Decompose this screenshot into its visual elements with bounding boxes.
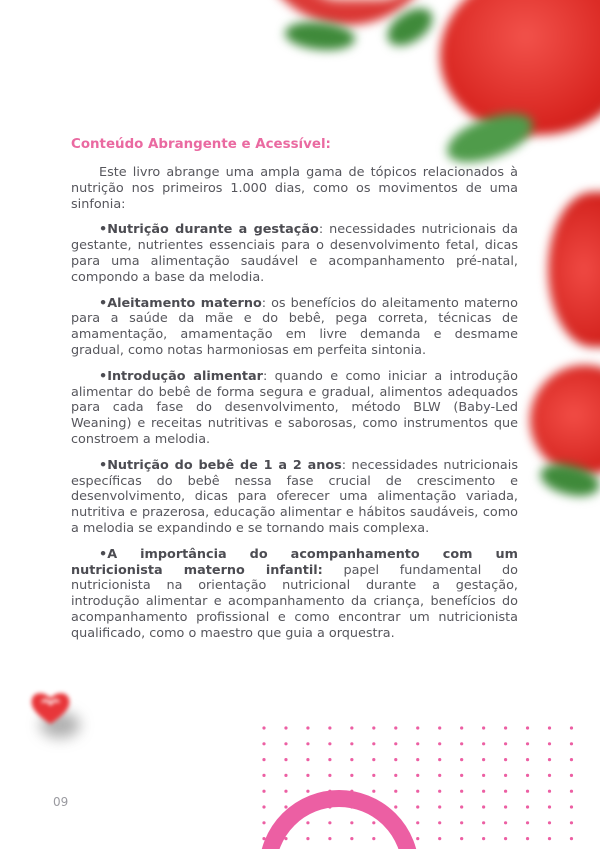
topic-paragraph [71,547,518,642]
dot [482,821,485,824]
dot [438,758,441,761]
dot [438,837,441,840]
dot [482,805,485,808]
dot [416,805,419,808]
dot [416,790,419,793]
topic-title [99,458,342,473]
dot [548,805,551,808]
dot [416,758,419,761]
dot [394,726,397,729]
dot [504,758,507,761]
topic-text: : os benefícios do aleitamento materno para a saúde da mãe e do bebê, pega correta, técnicas de amamentação, amamentação em livre demanda e desmame gradual, como notas harmoniosas em perfeita sintonia. [71,295,519,358]
dot [328,758,331,761]
dot [504,790,507,793]
body-text [71,165,518,652]
dot [306,726,309,729]
dot [306,742,309,745]
topic-paragraph [71,296,518,359]
dot [284,758,287,761]
dot [372,774,375,777]
dot [570,742,573,745]
dot [394,790,397,793]
dot [328,726,331,729]
dot [548,837,551,840]
strawberry-image-right-lower [530,365,600,475]
topic-title-text: Aleitamento materno [107,295,262,311]
dot [482,774,485,777]
dot [482,837,485,840]
dot [372,758,375,761]
dot [350,774,353,777]
dot [416,821,419,824]
dot [284,790,287,793]
topic-title-text: Introdução alimentar [107,368,263,384]
dot [526,758,529,761]
dot [570,821,573,824]
dot [570,837,573,840]
dot [548,742,551,745]
dot [372,742,375,745]
dot [284,726,287,729]
dot [460,774,463,777]
dot [570,790,573,793]
dot [570,774,573,777]
dot [306,790,309,793]
dot [526,742,529,745]
dot [284,742,287,745]
dot [262,805,265,808]
topic-title [99,369,263,384]
dot [350,726,353,729]
dot [504,837,507,840]
dot [504,821,507,824]
dot [548,758,551,761]
dot [504,742,507,745]
dot [416,837,419,840]
strawberry-image-right [548,192,600,347]
dot [570,726,573,729]
dot [284,774,287,777]
dot [526,790,529,793]
topic-text: : quando e como iniciar a introdução alimentar do bebê de forma segura e gradual, alimentos adequados para cada fase do desenvolvimento, método BLW (Baby-Led Weaning) e receitas nutritivas e saborosas, como instrumentos que constroem a melodia. [71,368,518,447]
dot [438,805,441,808]
dot [262,821,265,824]
dot [416,726,419,729]
dot [372,790,375,793]
dot [482,790,485,793]
dot [526,837,529,840]
dot [262,742,265,745]
dot [548,774,551,777]
bullet: • [99,546,108,562]
dot [416,742,419,745]
dot [438,774,441,777]
bullet: • [99,368,108,384]
topic-paragraph [71,369,518,448]
section-heading: Conteúdo Abrangente e Acessível: [71,137,331,152]
dot [328,742,331,745]
dot [394,774,397,777]
dot [262,774,265,777]
dot [460,742,463,745]
dot [526,805,529,808]
dot [482,742,485,745]
dot [438,742,441,745]
dot [438,790,441,793]
dot [372,726,375,729]
topic-text: : necessidades nutricionais da gestante, nutrientes essenciais para o desenvolvimento fetal, dicas para uma alimentação saudável e acompanhamento pré-natal, compondo a base da melodia. [71,222,519,285]
topic-title [99,296,262,311]
bullet: • [99,457,108,473]
topic-title-text: Nutrição do bebê de 1 a 2 anos [107,457,342,473]
dot [262,758,265,761]
dot [306,774,309,777]
dot [460,758,463,761]
dot [394,742,397,745]
topic-text: papel fundamental do nutricionista na orientação nutricional durante a gestação, introdução alimentar e acompanhamento da criança, benefícios do acompanhamento profissional e como encontrar um nutricionista qualificado, como o maestro que guia a orquestra. [71,562,518,641]
dot [504,805,507,808]
dot [526,774,529,777]
dot [570,758,573,761]
dot [548,790,551,793]
topic-paragraph [71,222,518,285]
dot [306,758,309,761]
dot [570,805,573,808]
dot [460,726,463,729]
topic-text: : necessidades nutricionais específicas do bebê nessa fase crucial de crescimento e desenvolvimento, dicas para oferecer uma alimentação variada, nutritiva e prazerosa, educação alimentar e hábitos saudáveis, como a melodia se expandindo e se tornando mais complexa. [71,457,518,536]
dot [394,805,397,808]
dot [394,758,397,761]
dot [262,726,265,729]
dot [482,758,485,761]
dot [438,821,441,824]
dot [548,726,551,729]
intro-paragraph: Este livro abrange uma ampla gama de tópicos relacionados à nutrição nos primeiros 1.000 dias, como os movimentos de uma sinfonia: [71,165,518,212]
dot [504,726,507,729]
dot [504,774,507,777]
dot [262,790,265,793]
dot [350,758,353,761]
dot [482,726,485,729]
dot [328,774,331,777]
topic-title-text: Nutrição durante a gestação [107,222,319,238]
dot [460,790,463,793]
page-number: 09 [53,795,69,809]
dot [526,821,529,824]
dot [416,774,419,777]
dot [460,805,463,808]
dot [526,726,529,729]
topic-title [99,222,319,237]
dot [460,837,463,840]
heart-icon [28,688,73,728]
dot [460,821,463,824]
dot [548,821,551,824]
dot [438,726,441,729]
dot [350,742,353,745]
bullet: • [99,222,108,238]
bullet: • [99,295,108,311]
topic-title-text: A importância do acompanhamento com um nutricionista materno infantil: [71,546,518,578]
topic-paragraph [71,458,518,537]
